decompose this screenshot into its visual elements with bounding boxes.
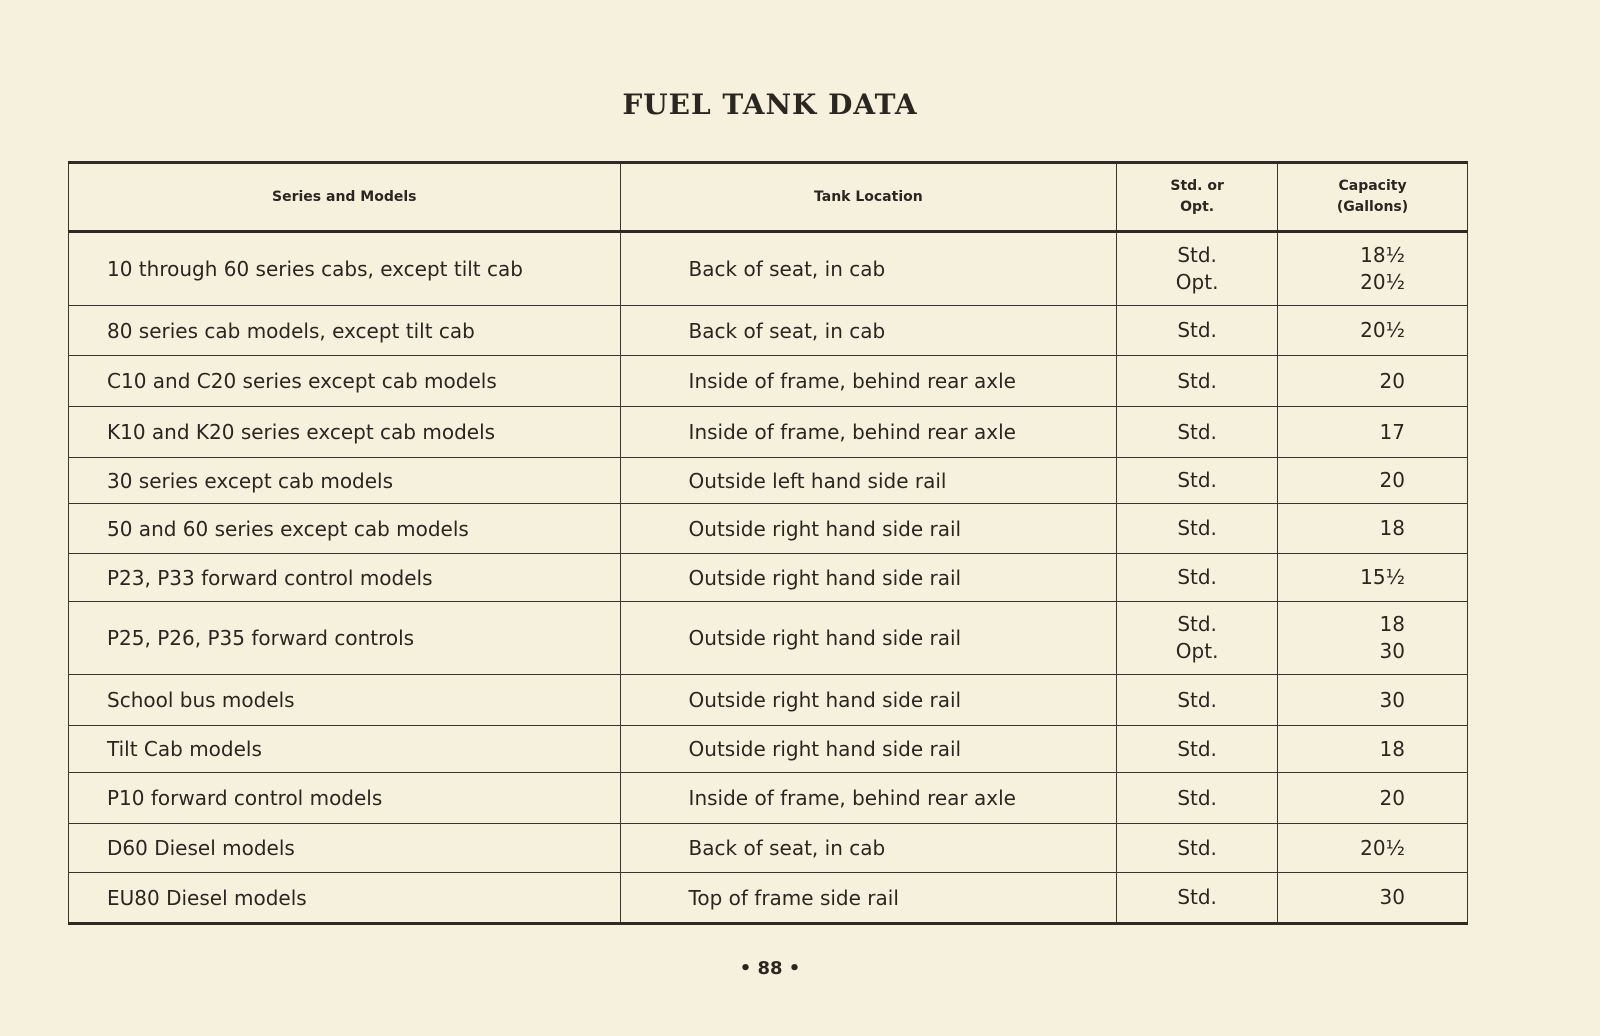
cell-location: Back of seat, in cab [620,824,1117,873]
cell-model: P25, P26, P35 forward controls [69,602,621,675]
cell-capacity [1278,602,1468,675]
cell-location: Inside of frame, behind rear axle [620,773,1117,824]
capacity-value: 20½ [1360,270,1405,294]
capacity-value: 30 [1379,639,1405,663]
cell-capacity [1278,554,1468,602]
capacity-value: 18 [1379,612,1405,636]
std-value: Std. [1177,612,1217,636]
header-std-line1: Std. or [1170,178,1224,194]
capacity-value: 18 [1379,736,1405,761]
cell-location: Top of frame side rail [620,873,1117,924]
std-value: Std. [1177,516,1217,540]
cell-location: Back of seat, in cab [620,232,1117,306]
table-header-row [69,163,1468,232]
cell-capacity [1278,675,1468,726]
std-value: Std. [1177,419,1217,444]
cell-model: D60 Diesel models [69,824,621,873]
cell-std [1117,306,1278,356]
std-value: Opt. [1175,270,1219,294]
cell-std [1117,407,1278,458]
std-value: Std. [1177,885,1217,909]
capacity-value: 15½ [1360,565,1405,589]
cell-location: Outside left hand side rail [620,458,1117,504]
cell-model: P23, P33 forward control models [69,554,621,602]
cell-std [1117,675,1278,726]
capacity-value: 20½ [1360,318,1405,342]
cell-std [1117,726,1278,773]
cell-location: Outside right hand side rail [620,602,1117,675]
std-value: Std. [1177,243,1217,267]
header-capacity [1278,163,1468,232]
header-location: Tank Location [620,163,1117,232]
cell-location: Outside right hand side rail [620,675,1117,726]
table-row [69,554,1468,602]
cell-location: Outside right hand side rail [620,726,1117,773]
std-value: Std. [1177,565,1217,589]
cell-location: Inside of frame, behind rear axle [620,407,1117,458]
cell-std [1117,458,1278,504]
table-row [69,602,1468,675]
cell-capacity [1278,407,1468,458]
cell-capacity [1278,458,1468,504]
cell-std [1117,554,1278,602]
cell-model: EU80 Diesel models [69,873,621,924]
table-row [69,824,1468,873]
page-number: • 88 • [739,958,801,979]
table-row [69,504,1468,554]
capacity-value: 20 [1379,368,1405,393]
cell-capacity [1278,773,1468,824]
table-row [69,407,1468,458]
cell-std [1117,773,1278,824]
fuel-tank-table [68,161,1468,925]
cell-std [1117,504,1278,554]
page-title: FUEL TANK DATA [622,88,918,121]
cell-location: Outside right hand side rail [620,554,1117,602]
table-row [69,675,1468,726]
cell-capacity [1278,356,1468,407]
cell-capacity [1278,232,1468,306]
cell-model: School bus models [69,675,621,726]
capacity-value: 17 [1379,419,1405,444]
cell-location: Inside of frame, behind rear axle [620,356,1117,407]
cell-model: 30 series except cab models [69,458,621,504]
table-row [69,356,1468,407]
header-series: Series and Models [69,163,621,232]
cell-capacity [1278,504,1468,554]
std-value: Std. [1177,687,1217,712]
cell-std [1117,873,1278,924]
cell-model: 50 and 60 series except cab models [69,504,621,554]
cell-model: 10 through 60 series cabs, except tilt cab [69,232,621,306]
header-capacity-line2: (Gallons) [1336,199,1409,215]
capacity-value: 20½ [1360,835,1405,860]
table-row [69,458,1468,504]
cell-std [1117,602,1278,675]
cell-model: K10 and K20 series except cab models [69,407,621,458]
std-value: Std. [1177,835,1217,860]
table-row [69,726,1468,773]
capacity-value: 30 [1379,885,1405,909]
capacity-value: 18 [1379,516,1405,540]
std-value: Std. [1177,468,1217,492]
capacity-value: 18½ [1360,243,1405,267]
header-capacity-line1: Capacity [1338,178,1407,194]
table-row [69,773,1468,824]
cell-std [1117,232,1278,306]
cell-std [1117,356,1278,407]
cell-capacity [1278,306,1468,356]
table-row [69,232,1468,306]
cell-model: 80 series cab models, except tilt cab [69,306,621,356]
cell-capacity [1278,873,1468,924]
cell-location: Outside right hand side rail [620,504,1117,554]
cell-model: C10 and C20 series except cab models [69,356,621,407]
header-std [1117,163,1278,232]
cell-capacity [1278,726,1468,773]
capacity-value: 20 [1379,468,1405,492]
std-value: Std. [1177,785,1217,810]
cell-model: P10 forward control models [69,773,621,824]
table-row [69,306,1468,356]
header-std-line2: Opt. [1180,199,1215,215]
cell-location: Back of seat, in cab [620,306,1117,356]
std-value: Std. [1177,318,1217,342]
cell-std [1117,824,1278,873]
cell-model: Tilt Cab models [69,726,621,773]
capacity-value: 20 [1379,785,1405,810]
std-value: Opt. [1175,639,1219,663]
std-value: Std. [1177,368,1217,393]
capacity-value: 30 [1379,687,1405,712]
table-row [69,873,1468,924]
cell-capacity [1278,824,1468,873]
std-value: Std. [1177,736,1217,761]
